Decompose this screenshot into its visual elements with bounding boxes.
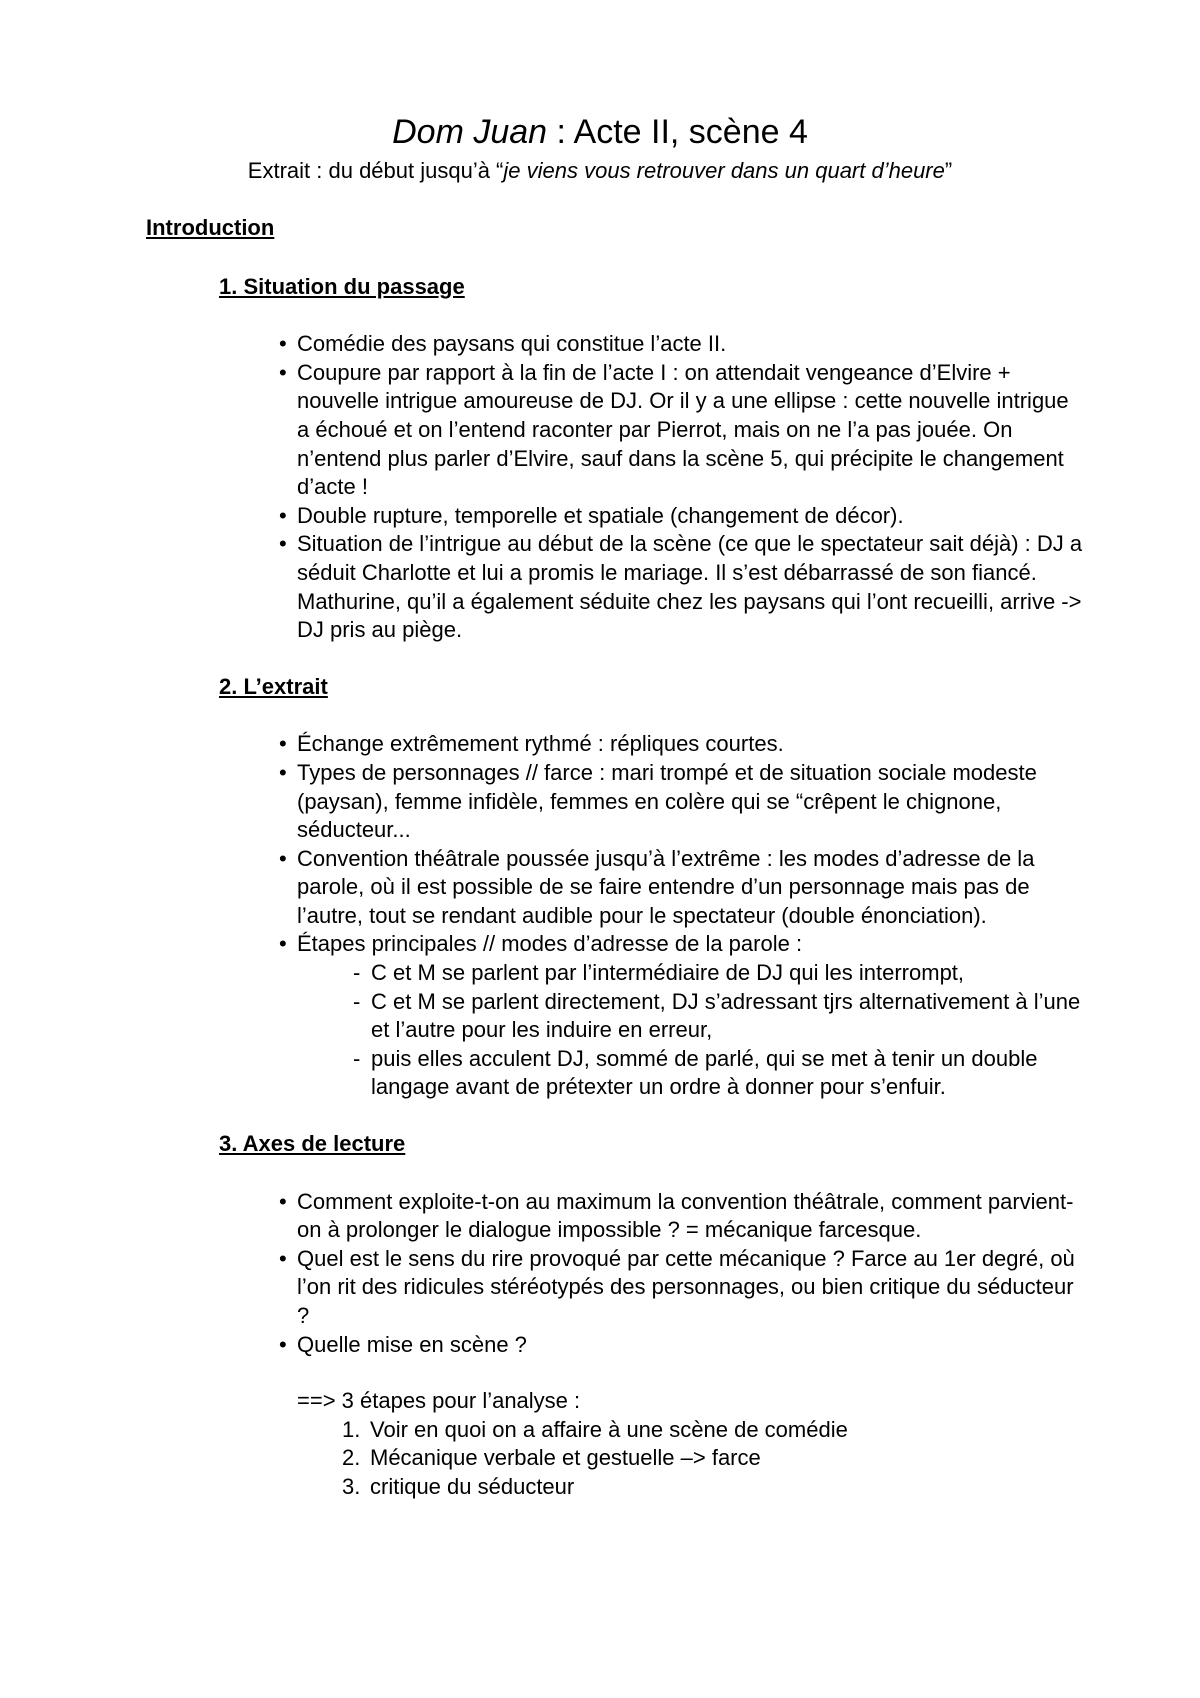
list-item: • Convention théâtrale poussée jusqu’à l’extrême : les modes d’adresse de la parole, où il est possible de se faire entendre d’un personnage mais pas de l’autre, tout se rendant audible pour le spectateur (double énonciation). — [279, 845, 1086, 931]
document-body — [146, 214, 1086, 1502]
step-number: 1. — [342, 1416, 361, 1442]
list-item: • Quel est le sens du rire provoqué par cette mécanique ? Farce au 1er degré, où l’on rit des ridicules stéréotypés des personnages, ou bien critique du séducteur ? — [279, 1245, 1086, 1331]
list-item: • Comédie des paysans qui constitue l’acte II. — [279, 330, 1086, 359]
list-item-text: Étapes principales // modes d’adresse de la parole : — [297, 931, 803, 957]
title-rest: : Acte II, scène 4 — [547, 113, 808, 151]
list-item — [342, 1416, 1086, 1445]
conclusion — [279, 1387, 1086, 1501]
list-item: • Types de personnages // farce : mari trompé et de situation sociale modeste (paysan), femme infidèle, femmes en colère qui se “crêpent le chignone, séducteur... — [279, 759, 1086, 845]
bullet-list — [146, 730, 1086, 1102]
list-item: • Quelle mise en scène ? — [279, 1331, 1086, 1360]
section-situation — [146, 273, 1086, 645]
list-item: • Situation de l’intrigue au début de la scène (ce que le spectateur sait déjà) : DJ a séduit Charlotte et lui a promis le mariage. Il s’est débarrassé de son fiancé. Mathurine, qu’il a également séduite chez les paysans qui l’ont recueilli, arrive -> DJ pris au piège. — [279, 530, 1086, 644]
list-item: • Coupure par rapport à la fin de l’acte I : on attendait vengeance d’Elvire + nouvelle intrigue amoureuse de DJ. Or il y a une ellipse : cette nouvelle intrigue a échoué et on l’entend raconter par Pierrot, mais on ne l’a pas jouée. On n’entend plus parler d’Elvire, sauf dans la scène 5, qui précipite le changement d’acte ! — [279, 359, 1086, 502]
step-text: critique du séducteur — [370, 1473, 575, 1499]
section-heading: 2. L’extrait — [219, 673, 328, 699]
list-item: • Échange extrêmement rythmé : répliques courtes. — [279, 730, 1086, 759]
sub-list-item: - puis elles acculent DJ, sommé de parlé, qui se met à tenir un double langage avant de prétexter un ordre à donner pour s’enfuir. — [353, 1045, 1086, 1102]
step-number: 3. — [342, 1473, 361, 1499]
bullet-list — [146, 330, 1086, 645]
subtitle-suffix: ” — [944, 158, 953, 183]
conclusion-intro: ==> 3 étapes pour l’analyse : — [297, 1388, 581, 1414]
steps-list — [297, 1416, 1086, 1502]
introduction-heading: Introduction — [146, 215, 275, 240]
page-subtitle — [0, 157, 1200, 185]
bullet-list — [146, 1188, 1086, 1360]
list-item — [342, 1473, 1086, 1502]
section-heading: 1. Situation du passage — [219, 273, 465, 299]
step-text: Voir en quoi on a affaire à une scène de comédie — [370, 1416, 848, 1442]
step-number: 2. — [342, 1445, 361, 1471]
subtitle-quote: je viens vous retrouver dans un quart d’heure — [503, 158, 945, 183]
subtitle-prefix: Extrait : du début jusqu’à “ — [247, 158, 504, 183]
sub-list-item: - C et M se parlent par l’intermédiaire de DJ qui les interrompt, — [353, 959, 1086, 988]
list-item — [279, 930, 1086, 1102]
list-item: • Double rupture, temporelle et spatiale (changement de décor). — [279, 502, 1086, 531]
section-heading: 3. Axes de lecture — [219, 1131, 406, 1157]
section-extrait — [146, 673, 1086, 1102]
step-text: Mécanique verbale et gestuelle –> farce — [370, 1445, 761, 1471]
sub-list — [297, 959, 1086, 1102]
section-axes — [146, 1130, 1086, 1502]
page-title — [0, 112, 1200, 152]
list-item — [342, 1444, 1086, 1473]
title-italic: Dom Juan — [392, 113, 548, 151]
list-item: • Comment exploite-t-on au maximum la convention théâtrale, comment parvient-on à prolonger le dialogue impossible ? = mécanique farcesque. — [279, 1188, 1086, 1245]
sub-list-item: - C et M se parlent directement, DJ s’adressant tjrs alternativement à l’une et l’autre pour les induire en erreur, — [353, 988, 1086, 1045]
